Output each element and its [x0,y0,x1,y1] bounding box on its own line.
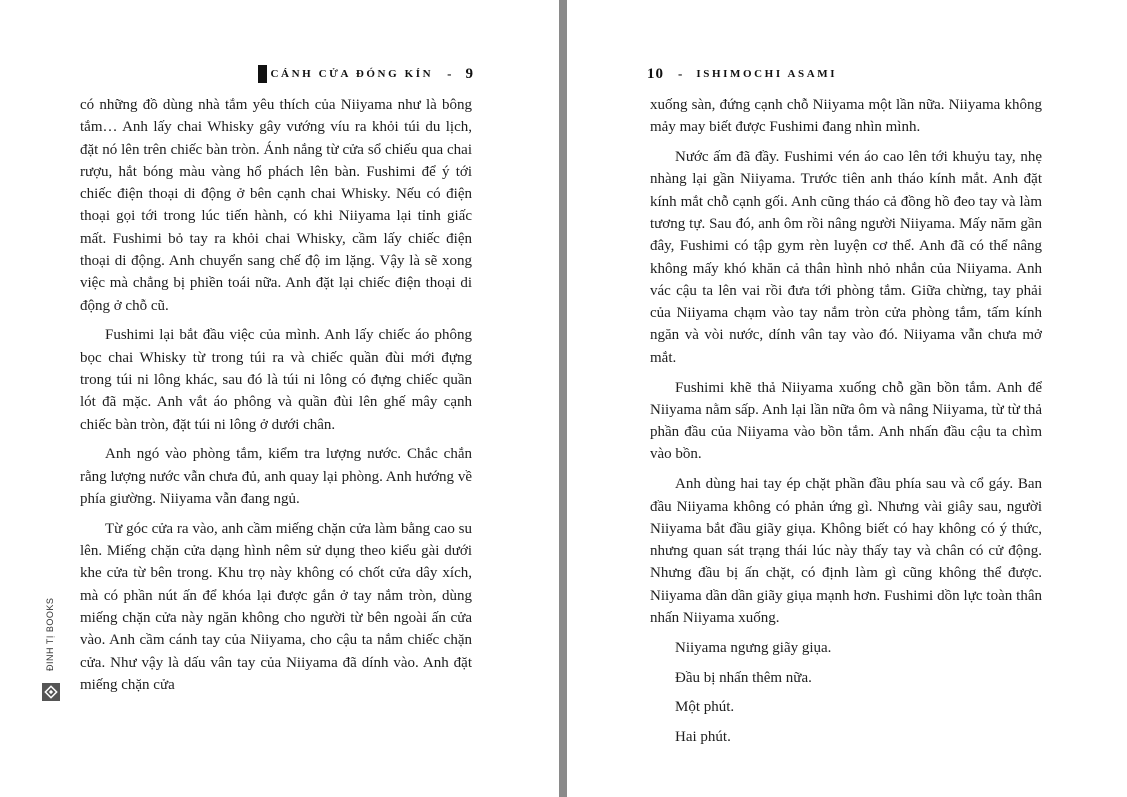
paragraph: xuống sàn, đứng cạnh chỗ Niiyama một lần nữa. Niiyama không mảy may biết được Fushimi đang nhìn mình. [650,97,1042,136]
left-page [0,0,559,797]
right-running-header [647,63,837,85]
paragraph: Anh dùng hai tay ép chặt phần đầu phía sau và cổ gáy. Ban đầu Niiyama không có phản ứng gì. Nhưng vài giây sau, người Niiyama bắt đầu giãy giụa. Không biết có hay không có ý thức, nhưng quan sát trạng thái lúc này thấy tay và chân có cử động. Nhưng đầu bị ấn chặt, có định làm gì cũng không thể được. Niiyama dần dần giãy giụa mạnh hơn. Fushimi dồn lực toàn thân nhấn Niiyama xuống. [650,476,1042,627]
right-body-text [650,94,1042,756]
publisher-name: ĐINH TỊ BOOKS [45,597,55,671]
paragraph: Từ góc cửa ra vào, anh cầm miếng chặn cửa làm bằng cao su lên. Miếng chặn cửa dạng hình nêm sử dụng theo kiểu gài dưới khe cửa từ bên trong. Khu trọ này không có chốt cửa dây xích, mà có phần nút ấn để khóa lại được gắn ở tay nắm tròn, dùng miếng chặn cửa này ngăn không cho người từ bên ngoài ấn cửa vào. Anh cầm cánh tay của Niiyama, cho cậu ta nắm chiếc chặn cửa. Như vậy là dấu vân tay của Niiyama đã dính vào. Anh đặt miếng chặn cửa [80,520,472,693]
header-separator: - [678,66,683,81]
paragraph: Fushimi khẽ thả Niiyama xuống chỗ gần bồn tắm. Anh để Niiyama nằm sấp. Anh lại lần nữa ôm và nâng Niiyama, từ từ thả phần đầu của Niiyama vào bồn tắm. Anh nhấn đầu cậu ta chìm vào bồn. [650,379,1042,463]
page-number: 10 [647,65,664,82]
left-running-header [258,63,475,85]
paragraph: Fushimi lại bắt đầu việc của mình. Anh lấy chiếc áo phông bọc chai Whisky từ trong túi ra và chiếc quần đùi mới đựng trong túi ni lông khác, sau đó là túi ni lông có đựng chiếc quần lót đã mặc. Anh vắt áo phông và quần đùi lên ghế mây cạnh chiếc bàn tròn, đặt túi ni lông ở dưới chân. [80,327,472,433]
left-body-text [80,94,472,704]
header-separator: - [447,66,452,81]
paragraph: có những đồ dùng nhà tắm yêu thích của Niiyama như là bông tắm… Anh lấy chai Whisky gây vướng víu ra khỏi túi du lịch, đặt nó lên trên chiếc bàn tròn. Ánh nắng từ cửa sổ chiếu qua chai rượu, hắt bóng màu vàng hổ phách lên bàn. Fushimi để ý tới chiếc điện thoại di động ở bên cạnh chai Whisky. Nếu có điện thoại gọi tới trong lúc tiến hành, có khi Niiyama lại tỉnh giấc mất. Fushimi bỏ tay ra khỏi chai Whisky, cầm lấy chiếc điện thoại di động. Anh chuyển sang chế độ im lặng. Vậy là sẽ xong việc mà chẳng bị phiền toái nữa. Anh đặt lại chiếc điện thoại di động ở chỗ cũ. [80,97,472,314]
paragraph: Một phút. [675,699,735,716]
book-title: CÁNH CỬA ĐÓNG KÍN [270,68,434,80]
page-number: 9 [465,65,474,82]
paragraph: Niiyama ngưng giãy giụa. [675,639,832,656]
paragraph: Đầu bị nhấn thêm nữa. [675,669,812,686]
paragraph: Anh ngó vào phòng tắm, kiểm tra lượng nước. Chắc chắn rằng lượng nước vẫn chưa đủ, anh quay lại phòng. Anh hướng về phía giường. Niiyama vẫn đang ngủ. [80,446,472,508]
right-page [567,0,1127,797]
publisher-logo-icon [42,683,60,701]
paragraph: Nước ấm đã đầy. Fushimi vén áo cao lên tới khuỷu tay, nhẹ nhàng lại gần Niiyama. Trước tiên anh tháo kính mắt. Anh đặt kính mắt chỗ cạnh gối. Anh cũng tháo cả đồng hồ đeo tay và làm tương tự. Sau đó, anh ôm rồi nâng người Niiyama. Mấy năm gần đây, Fushimi có tập gym rèn luyện cơ thể. Anh đã có thể nâng không mấy khó khăn cả thân hình nhỏ nhắn của Niiyama. Anh vác cậu ta lên vai rồi đưa tới phòng tắm. Giữa chừng, tay phải của Niiyama chạm vào tay nắm tròn cửa phòng tắm, tấm kính ngăn và vòi nước, dính vân tay vào đó. Niiyama vẫn chưa mở mắt. [650,149,1042,366]
paragraph: Hai phút. [675,729,731,746]
header-bar-mark [258,65,267,83]
publisher-mark [40,597,64,707]
author-name: ISHIMOCHI ASAMI [696,68,838,80]
